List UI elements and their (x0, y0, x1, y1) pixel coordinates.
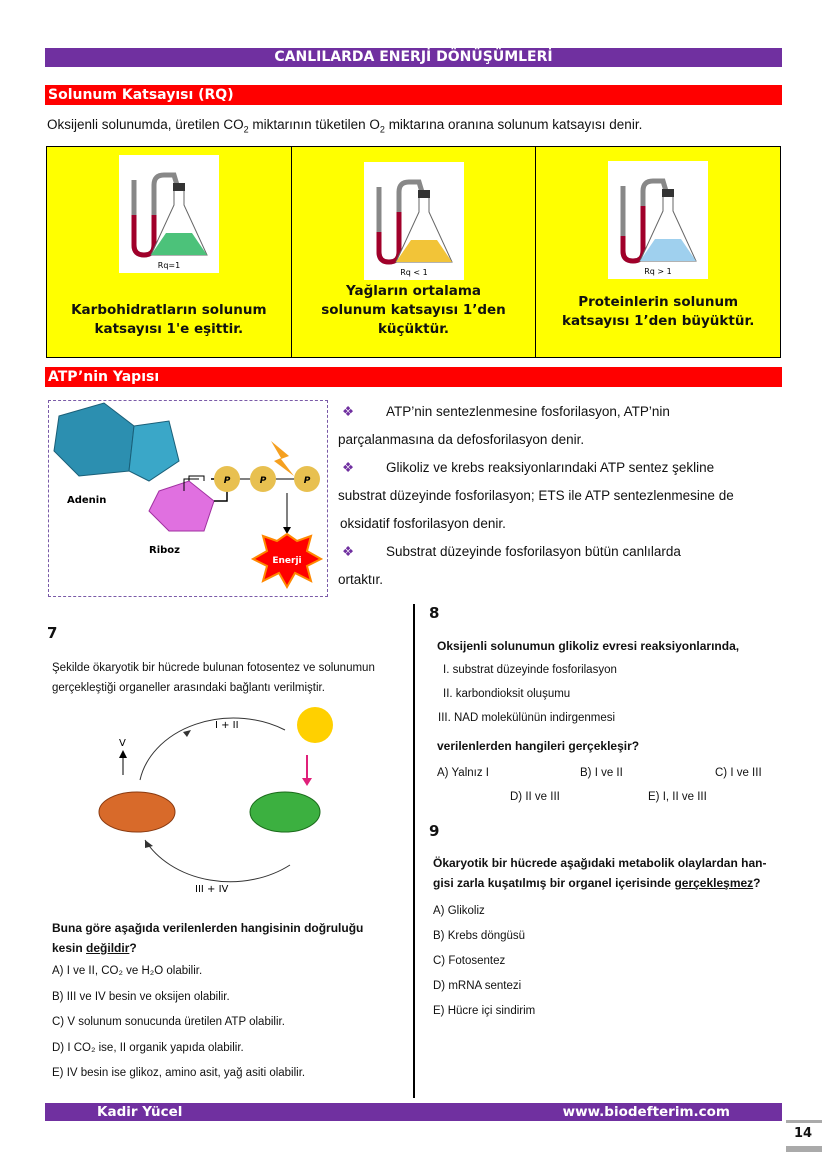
prompt-text: ? (129, 941, 137, 955)
riboz-label: Riboz (149, 545, 180, 556)
atp-bullet (340, 398, 785, 454)
stem-emphasis: gerçekleşmez (674, 876, 754, 890)
answer-option[interactable]: E) I, II ve III (648, 791, 707, 803)
rq-intro (47, 117, 642, 135)
label-i-ii: I + II (215, 720, 239, 731)
answer-option[interactable]: D) I CO₂ ise, II organik yapıda olabilir. (52, 1041, 244, 1054)
rq-cell (536, 147, 780, 357)
atp-heading: ATP’nin Yapısı (45, 367, 782, 387)
rq-label: Rq > 1 (644, 267, 672, 276)
bullet-text: ATP’nin sentezlenmesine fosforilasyon, ATP’nin (386, 404, 670, 419)
rq-label: Rq=1 (157, 261, 181, 270)
subscript: 2 (379, 124, 385, 135)
bullet-text: Substrat düzeyinde fosforilasyon bütün canlılarda (386, 544, 681, 559)
answer-option[interactable]: E) Hücre içi sindirim (433, 1005, 536, 1017)
question-8-number: 8 (429, 604, 440, 622)
question-9-number: 9 (429, 822, 440, 840)
page-number: 14 (794, 1126, 813, 1141)
question-8-stem: Oksijenli solunumun glikoliz evresi reaksiyonlarında, (437, 639, 740, 653)
answer-option[interactable]: C) V solunum sonucunda üretilen ATP olabilir. (52, 1016, 285, 1028)
bullet-text: parçalanmasına da defosforilasyon denir. (338, 432, 585, 447)
footer-bar (45, 1103, 782, 1121)
atp-bullets (340, 398, 785, 594)
answer-option[interactable]: E) IV besin ise glikoz, amino asit, yağ asiti olabilir. (52, 1067, 306, 1079)
bullet-text: substrat düzeyinde fosforilasyon; ETS ile ATP sentezlenmesine de oksidatif fosforilasyon denir. (338, 488, 734, 531)
subscript: 2 (243, 124, 249, 135)
answer-option[interactable]: I. substrat düzeyinde fosforilasyon (443, 664, 617, 676)
column-divider (413, 604, 415, 1098)
rq-flask-image (608, 161, 708, 279)
answer-option[interactable]: D) mRNA sentezi (433, 980, 522, 992)
diamond-bullet-icon: ❖ (342, 404, 355, 419)
prompt-text: Buna göre aşağıda verilenlerden hangisinin doğruluğu kesin (52, 921, 364, 955)
q7-organelle-cycle (95, 700, 375, 900)
rq-flask-image (364, 162, 464, 280)
stem-text: gisi zarla kuşatılmış bir organel içerisinde (433, 876, 675, 890)
answer-option[interactable]: B) I ve II (580, 767, 623, 779)
intro-text: miktarına oranına solunum katsayısı denir. (384, 117, 643, 132)
intro-text: Oksijenli solunumda, üretilen CO (47, 117, 244, 132)
question-7-prompt (52, 918, 392, 958)
rq-label: Rq < 1 (399, 268, 428, 277)
atp-bullet (340, 538, 785, 594)
answer-option[interactable]: B) Krebs döngüsü (433, 930, 526, 942)
intro-text: miktarının tüketilen O (248, 117, 380, 132)
diamond-bullet-icon: ❖ (342, 460, 355, 475)
phosphate-label: P (223, 476, 231, 486)
rq-caption: Karbohidratların solunum katsayısı 1'e eşittir. (71, 302, 267, 337)
answer-option[interactable]: III. NAD molekülünün indirgenmesi (438, 712, 616, 724)
rq-caption: Yağların ortalama solunum katsayısı 1’den küçüktür. (321, 283, 506, 337)
bullet-text: Glikoliz ve krebs reaksiyonlarındaki ATP sentez şekline (386, 460, 715, 475)
answer-option[interactable]: C) Fotosentez (433, 955, 506, 967)
question-9-stem (433, 853, 766, 893)
footer-author: Kadir Yücel (97, 1104, 183, 1120)
stem-text: Ökaryotik bir hücrede aşağıdaki metabolik olaylardan han- (433, 856, 767, 870)
bullet-text: ortaktır. (338, 572, 384, 587)
rq-flask-image (119, 155, 219, 273)
answer-option[interactable]: C) I ve III (715, 767, 762, 779)
answer-option[interactable]: B) III ve IV besin ve oksijen olabilir. (52, 990, 230, 1003)
answer-option[interactable]: A) I ve II, CO₂ ve H₂O olabilir. (52, 965, 203, 977)
page-title: CANLILARDA ENERJİ DÖNÜŞÜMLERİ (45, 48, 782, 67)
answer-option[interactable]: A) Yalnız I (437, 767, 489, 779)
adenin-label: Adenin (67, 495, 107, 506)
answer-option[interactable]: A) Glikoliz (433, 905, 485, 917)
rq-table (46, 146, 781, 358)
answer-option[interactable]: D) II ve III (510, 791, 560, 803)
rq-cell (292, 147, 537, 357)
phosphate-label: P (259, 476, 267, 486)
atp-diagram (48, 400, 328, 597)
prompt-emphasis: değildir (86, 941, 130, 955)
rq-cell (47, 147, 292, 357)
stem-text: ? (753, 876, 761, 890)
label-v: V (119, 738, 126, 749)
page-number-rule (786, 1120, 822, 1123)
phosphate-label: P (303, 476, 311, 486)
label-iii-iv: III + IV (195, 884, 229, 895)
atp-bullet (340, 454, 785, 538)
question-8-prompt: verilenlerden hangileri gerçekleşir? (437, 739, 640, 753)
question-7-number: 7 (47, 624, 58, 642)
footer-website[interactable]: www.biodefterim.com (562, 1104, 730, 1120)
answer-option[interactable]: II. karbondioksit oluşumu (443, 688, 571, 700)
page-number-rule (786, 1146, 822, 1152)
diamond-bullet-icon: ❖ (342, 544, 355, 559)
atp-structure-illustration (49, 401, 329, 598)
rq-heading: Solunum Katsayısı (RQ) (45, 85, 782, 105)
question-7-stem: Şekilde ökaryotik bir hücrede bulunan fotosentez ve solunumun gerçekleştiği organeller arasındaki bağlantı verilmiştir. (52, 662, 375, 694)
rq-caption: Proteinlerin solunum katsayısı 1’den büyüktür. (562, 294, 755, 329)
enerji-label: Enerji (272, 556, 302, 566)
